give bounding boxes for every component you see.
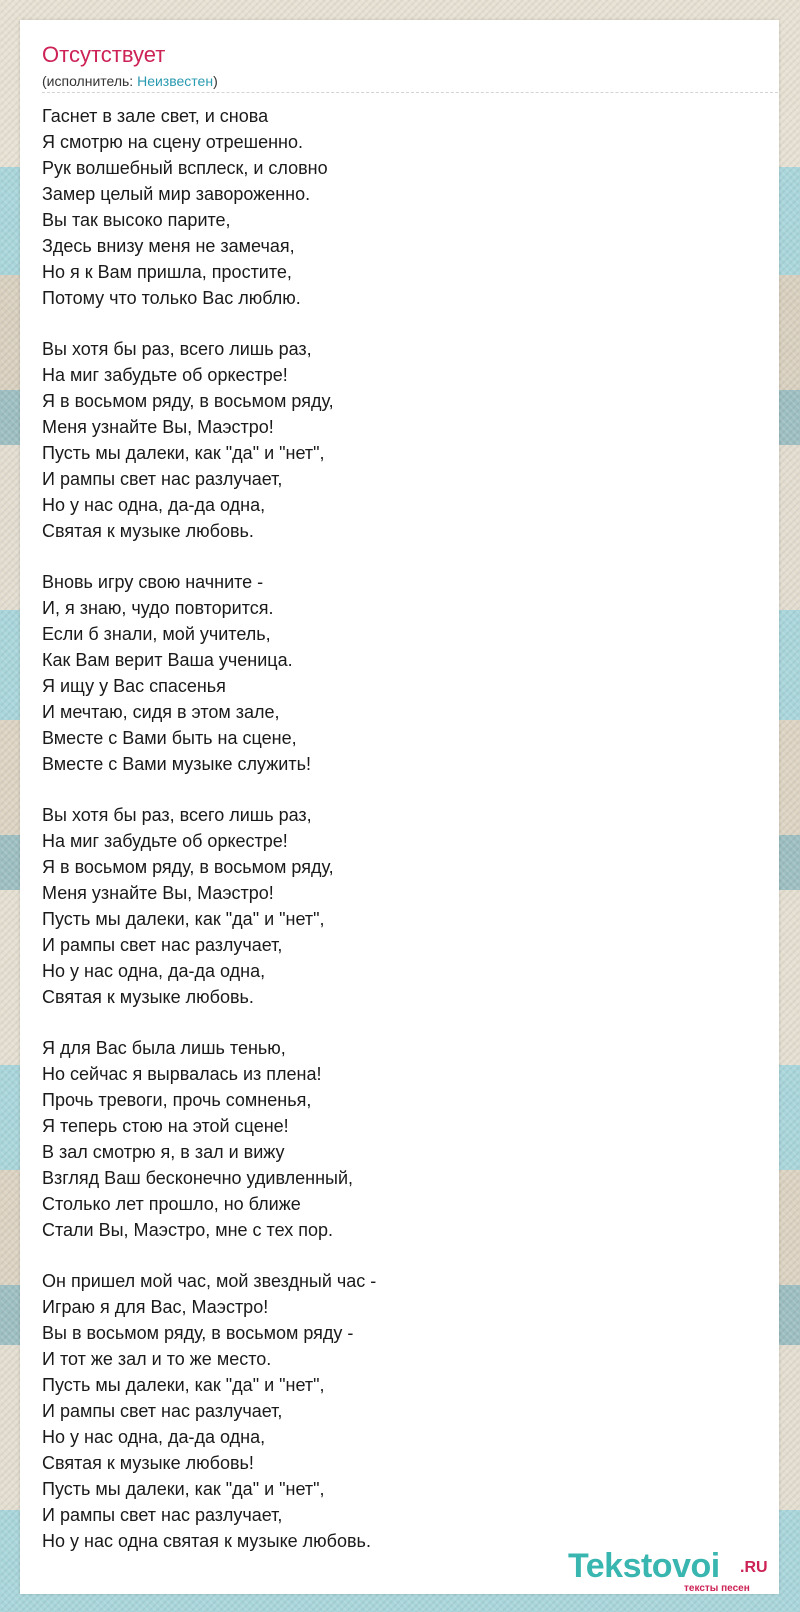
lyric-line: На миг забудьте об оркестре! (42, 831, 288, 851)
lyric-line: И рампы свет нас разлучает, (42, 1401, 283, 1421)
lyric-line: Я смотрю на сцену отрешенно. (42, 132, 303, 152)
stanza-gap (42, 777, 762, 802)
lyric-line: Как Вам верит Ваша ученица. (42, 650, 293, 670)
lyric-line: Пусть мы далеки, как "да" и "нет", (42, 1375, 325, 1395)
lyric-line: И тот же зал и то же место. (42, 1349, 272, 1369)
lyric-line: Замер целый мир завороженно. (42, 184, 311, 204)
lyric-line: Но у нас одна святая к музыке любовь. (42, 1531, 371, 1551)
logo-tld: .RU (740, 1559, 768, 1576)
lyric-line: Но я к Вам пришла, простите, (42, 262, 292, 282)
logo-tagline: тексты песен (684, 1583, 750, 1594)
lyric-line: И рампы свет нас разлучает, (42, 935, 283, 955)
lyric-line: Вместе с Вами быть на сцене, (42, 728, 297, 748)
lyric-line: Столько лет прошло, но ближе (42, 1194, 301, 1214)
stanza-gap (42, 1243, 762, 1268)
lyric-line: Святая к музыке любовь! (42, 1453, 254, 1473)
title-divider (42, 92, 778, 93)
lyrics-text (42, 103, 762, 1554)
lyric-line: Потому что только Вас люблю. (42, 288, 301, 308)
lyric-line: Пусть мы далеки, как "да" и "нет", (42, 1479, 325, 1499)
lyric-line: Играю я для Вас, Маэстро! (42, 1297, 269, 1317)
lyric-line: Вы в восьмом ряду, в восьмом ряду - (42, 1323, 354, 1343)
lyric-line: Вы так высоко парите, (42, 210, 231, 230)
artist-prefix: (исполнитель: (42, 73, 138, 89)
stanza-gap (42, 1010, 762, 1035)
lyric-line: Я в восьмом ряду, в восьмом ряду, (42, 857, 334, 877)
lyric-line: Меня узнайте Вы, Маэстро! (42, 417, 274, 437)
lyric-line: Святая к музыке любовь. (42, 987, 254, 1007)
lyric-line: Рук волшебный всплеск, и словно (42, 158, 328, 178)
artist-line (42, 72, 218, 90)
lyric-line: И рампы свет нас разлучает, (42, 1505, 283, 1525)
lyric-line: Пусть мы далеки, как "да" и "нет", (42, 909, 325, 929)
lyric-line: И мечтаю, сидя в этом зале, (42, 702, 280, 722)
lyric-line: Я ищу у Вас спасенья (42, 676, 226, 696)
lyric-line: Я теперь стою на этой сцене! (42, 1116, 289, 1136)
lyric-line: Он пришел мой час, мой звездный час - (42, 1271, 377, 1291)
lyric-line: Вместе с Вами музыке служить! (42, 754, 311, 774)
lyric-line: Я в восьмом ряду, в восьмом ряду, (42, 391, 334, 411)
lyric-line: И рампы свет нас разлучает, (42, 469, 283, 489)
lyric-line: Но у нас одна, да-да одна, (42, 495, 266, 515)
artist-suffix: ) (213, 73, 218, 89)
lyrics-card (20, 20, 779, 1594)
lyric-line: В зал смотрю я, в зал и вижу (42, 1142, 285, 1162)
site-logo[interactable] (568, 1548, 778, 1596)
artist-link[interactable]: Неизвестен (137, 73, 214, 89)
lyric-line: Святая к музыке любовь. (42, 521, 254, 541)
lyric-line: И, я знаю, чудо повторится. (42, 598, 274, 618)
lyric-line: Здесь внизу меня не замечая, (42, 236, 295, 256)
lyric-line: Прочь тревоги, прочь сомненья, (42, 1090, 312, 1110)
lyric-line: Гаснет в зале свет, и снова (42, 106, 269, 126)
lyric-line: Меня узнайте Вы, Маэстро! (42, 883, 274, 903)
lyric-line: Но у нас одна, да-да одна, (42, 961, 266, 981)
lyric-line: Вы хотя бы раз, всего лишь раз, (42, 805, 312, 825)
lyric-line: Взгляд Ваш бесконечно удивленный, (42, 1168, 354, 1188)
lyric-line: Вы хотя бы раз, всего лишь раз, (42, 339, 312, 359)
lyric-line: Если б знали, мой учитель, (42, 624, 271, 644)
lyric-line: Я для Вас была лишь тенью, (42, 1038, 286, 1058)
lyric-line: Вновь игру свою начните - (42, 572, 264, 592)
lyric-line: Пусть мы далеки, как "да" и "нет", (42, 443, 325, 463)
song-title: Отсутствует (42, 42, 166, 67)
lyric-line: Стали Вы, Маэстро, мне с тех пор. (42, 1220, 333, 1240)
stanza-gap (42, 311, 762, 336)
stanza-gap (42, 544, 762, 569)
lyric-line: На миг забудьте об оркестре! (42, 365, 288, 385)
lyric-line: Но сейчас я вырвалась из плена! (42, 1064, 322, 1084)
logo-name: Tekstovoi (568, 1547, 720, 1585)
lyric-line: Но у нас одна, да-да одна, (42, 1427, 266, 1447)
